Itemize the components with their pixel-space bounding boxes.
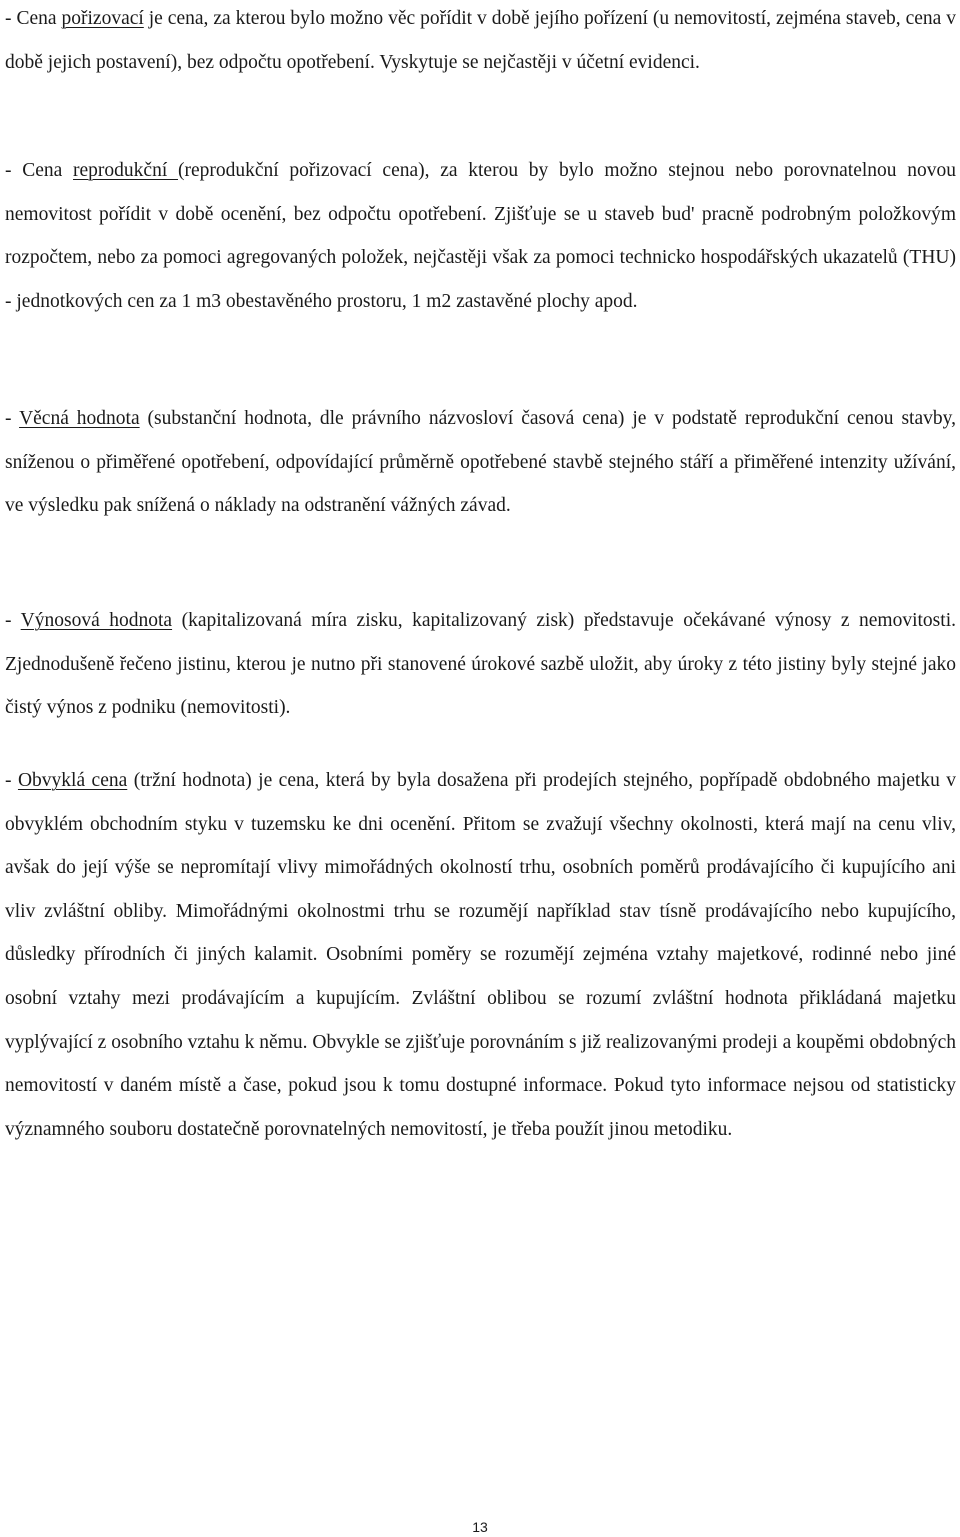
paragraph-vynosova-hodnota bbox=[5, 599, 956, 730]
term-reprodukcni: reprodukční bbox=[73, 160, 178, 181]
paragraph-prefix: - bbox=[5, 408, 20, 429]
paragraph-prefix: - bbox=[5, 770, 18, 791]
term-porizovaci: pořizovací bbox=[61, 8, 144, 29]
paragraph-reprodukcni-cena bbox=[5, 149, 956, 323]
page-number: 13 bbox=[472, 1519, 488, 1535]
paragraph-body: je cena, za kterou bylo možno věc pořídit v době jejího pořízení (u nemovitostí, zejména staveb, cena v době jejich postavení), bez odpočtu opotřebení. Vyskytuje se nejčastěji v účetní evidenci. bbox=[5, 8, 957, 73]
paragraph-porizovaci-cena bbox=[5, 0, 956, 84]
term-vecna-hodnota: Věcná hodnota bbox=[19, 408, 140, 429]
paragraph-body: (reprodukční pořizovací cena), za kterou by bylo možno stejnou nebo porovnatelnou novou nemovitost pořídit v době ocenění, bez odpočtu opotřebení. Zjišťuje se u staveb bud' pracně podrobným položkovým rozpočtem, nebo za pomoci agregovaných položek, nejčastěji však za pomoci technicko hospodářských ukazatelů (THU) - jednotkových cen za 1 m3 obestavěného prostoru, 1 m2 zastavěné plochy apod. bbox=[5, 160, 957, 312]
paragraph-body: (tržní hodnota) je cena, která by byla dosažena při prodejích stejného, popřípadě obdobného majetku v obvyklém obchodním styku v tuzemsku ke dni ocenění. Přitom se zvažují všechny okolnosti, která mají na cenu vliv, avšak do její výše se nepromítají vlivy mimořádných okolností trhu, osobních poměrů prodávajícího či kupujícího ani vliv zvláštní obliby. Mimořádnými okolnostmi trhu se rozumějí například stav tísně prodávajícího nebo kupujícího, důsledky přírodních či jiných kalamit. Osobními poměry se rozumějí zejména vztahy majetkové, rodinné nebo jiné osobní vztahy mezi prodávajícím a kupujícím. Zvláštní oblibou se rozumí zvláštní hodnota přikládaná majetku vyplývající z osobního vztahu k němu. Obvykle se zjišťuje porovnáním s již realizovanými prodeji a koupěmi obdobných nemovitostí v daném místě a čase, pokud jsou k tomu dostupné informace. Pokud tyto informace nejsou od statisticky významného souboru dostatečně porovnatelných nemovitostí, je třeba použít jinou metodiku. bbox=[5, 770, 957, 1140]
term-vynosova-hodnota: Výnosová hodnota bbox=[20, 610, 173, 631]
paragraph-prefix: - bbox=[5, 610, 21, 631]
paragraph-body: (substanční hodnota, dle právního názvosloví časová cena) je v podstatě reprodukční cenou stavby, sníženou o přiměřené opotřebení, odpovídající průměrně opotřebené stavbě stejného stáří a přiměřené intenzity užívání, ve výsledku pak snížená o náklady na odstranění vážných závad. bbox=[5, 408, 956, 517]
paragraph-obvykla-cena bbox=[5, 759, 956, 1151]
paragraph-prefix: - Cena bbox=[5, 8, 62, 29]
term-obvykla-cena: Obvyklá cena bbox=[17, 770, 128, 791]
paragraph-vecna-hodnota bbox=[5, 397, 956, 528]
paragraph-prefix: - Cena bbox=[5, 160, 74, 181]
paragraph-body: (kapitalizovaná míra zisku, kapitalizovaný zisk) představuje očekávané výnosy z nemovitosti. Zjednodušeně řečeno jistinu, kterou je nutno při stanovené úrokové sazbě uložit, aby úroky z této jistiny byly stejné jako čistý výnos z podniku (nemovitosti). bbox=[5, 610, 956, 719]
